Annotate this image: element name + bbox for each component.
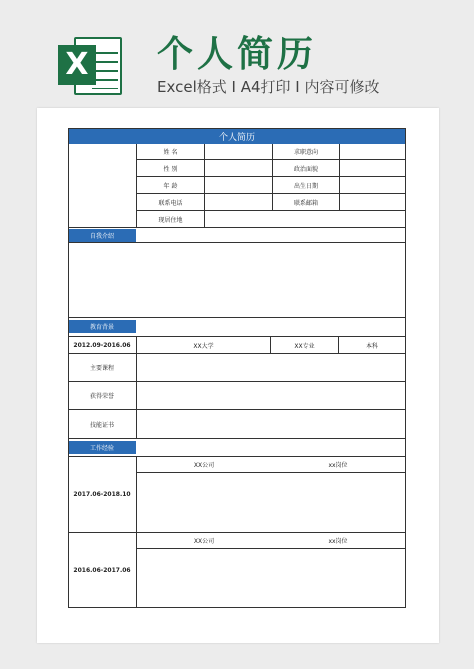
gender-value[interactable] bbox=[205, 160, 273, 177]
self-intro-content[interactable] bbox=[68, 243, 406, 318]
politics-value[interactable] bbox=[340, 160, 406, 177]
birth-value[interactable] bbox=[340, 177, 406, 194]
education-header: 教育背景 bbox=[68, 320, 136, 333]
intent-label: 求职意向 bbox=[273, 144, 340, 160]
job-1-period[interactable]: 2017.06-2018.10 bbox=[68, 457, 137, 533]
job-1-company[interactable]: XX公司 bbox=[137, 457, 271, 473]
certs-value[interactable] bbox=[137, 410, 406, 439]
template-subtitle: Excel格式 I A4打印 I 内容可修改 bbox=[157, 78, 380, 96]
job-2-period[interactable]: 2016.06-2017.06 bbox=[68, 533, 137, 608]
age-label: 年 龄 bbox=[137, 177, 205, 194]
name-label: 姓 名 bbox=[137, 144, 205, 160]
email-value[interactable] bbox=[340, 194, 406, 211]
address-label: 现居住地 bbox=[137, 211, 205, 228]
job-2-company[interactable]: XX公司 bbox=[137, 533, 271, 549]
excel-logo-letter: X bbox=[58, 45, 96, 85]
excel-icon bbox=[56, 33, 124, 99]
honors-label: 获得荣誉 bbox=[68, 382, 137, 410]
job-2-description[interactable] bbox=[137, 549, 406, 608]
certs-label: 技能证书 bbox=[68, 410, 137, 439]
honors-value[interactable] bbox=[137, 382, 406, 410]
resume-title-bar: 个人简历 bbox=[68, 128, 406, 144]
template-title: 个人简历 bbox=[157, 34, 318, 75]
edu-period[interactable]: 2012.09-2016.06 bbox=[68, 337, 137, 354]
birth-label: 出生日期 bbox=[273, 177, 340, 194]
photo-cell[interactable] bbox=[68, 144, 137, 228]
job-1-description[interactable] bbox=[137, 473, 406, 533]
email-label: 联系邮箱 bbox=[273, 194, 340, 211]
job-1-position[interactable]: xx岗位 bbox=[271, 457, 406, 473]
phone-value[interactable] bbox=[205, 194, 273, 211]
courses-value[interactable] bbox=[137, 354, 406, 382]
phone-label: 联系电话 bbox=[137, 194, 205, 211]
work-header: 工作经验 bbox=[68, 441, 136, 454]
gender-label: 性 别 bbox=[137, 160, 205, 177]
edu-school[interactable]: XX大学 bbox=[137, 337, 271, 354]
edu-major[interactable]: XX专业 bbox=[271, 337, 339, 354]
courses-label: 主要课程 bbox=[68, 354, 137, 382]
address-value[interactable] bbox=[205, 211, 406, 228]
template-header bbox=[0, 0, 474, 115]
job-2-position[interactable]: xx岗位 bbox=[271, 533, 406, 549]
intent-value[interactable] bbox=[340, 144, 406, 160]
name-value[interactable] bbox=[205, 144, 273, 160]
age-value[interactable] bbox=[205, 177, 273, 194]
edu-degree[interactable]: 本科 bbox=[339, 337, 406, 354]
politics-label: 政治面貌 bbox=[273, 160, 340, 177]
self-intro-header: 自我介绍 bbox=[68, 229, 136, 242]
resume-sheet bbox=[68, 128, 406, 608]
